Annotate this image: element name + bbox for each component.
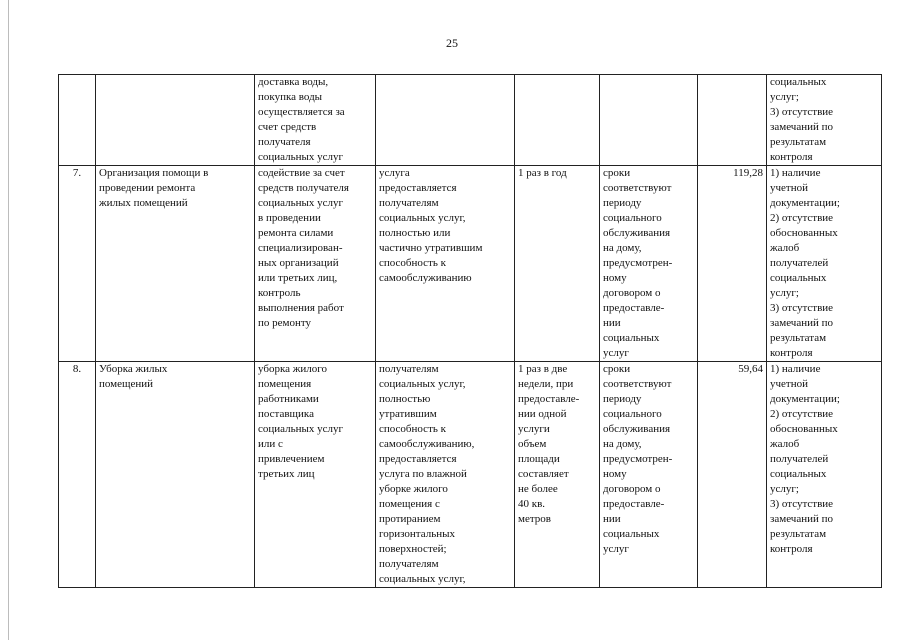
frequency-cell [515, 75, 600, 166]
table-row [59, 75, 882, 166]
frequency-cell: 1 раз в две недели, при предоставле- нии одной услуги объем площади составляет не более 40 кв. метров [515, 362, 600, 588]
quality-cell: социальных услуг; 3) отсутствие замечаний по результатам контроля [767, 75, 882, 166]
service-name-cell: Организация помощи в проведении ремонта жилых помещений [96, 166, 255, 362]
service-content-cell: доставка воды, покупка воды осуществляется за счет средств получателя социальных услуг [255, 75, 376, 166]
row-number-cell: 8. [59, 362, 96, 588]
price-cell: 119,28 [698, 166, 767, 362]
terms-cell: сроки соответствуют периоду социального обслуживания на дому, предусмотрен- ному договором о предоставле- нии социальных услуг [600, 362, 698, 588]
row-number-cell: 7. [59, 166, 96, 362]
service-name-cell: Уборка жилых помещений [96, 362, 255, 588]
frequency-cell: 1 раз в год [515, 166, 600, 362]
table-row [59, 362, 882, 588]
service-content-cell: содействие за счет средств получателя социальных услуг в проведении ремонта силами специализирован- ных организаций или третьих лиц, контроль выполнения работ по ремонту [255, 166, 376, 362]
row-number-cell [59, 75, 96, 166]
service-conditions-cell: получателям социальных услуг, полностью утратившим способность к самообслуживанию, предоставляется услуга по влажной уборке жилого помещения с протиранием горизонтальных поверхностей; получателям социальных услуг, [376, 362, 515, 588]
table-row [59, 166, 882, 362]
page-number: 25 [446, 36, 458, 50]
quality-cell: 1) наличие учетной документации; 2) отсутствие обоснованных жалоб получателей социальных услуг; 3) отсутствие замечаний по результатам контроля [767, 362, 882, 588]
page-edge-line [8, 0, 9, 640]
services-table [58, 74, 882, 588]
service-conditions-cell: услуга предоставляется получателям социальных услуг, полностью или частично утратившим способность к самообслуживанию [376, 166, 515, 362]
service-name-cell [96, 75, 255, 166]
terms-cell [600, 75, 698, 166]
price-cell: 59,64 [698, 362, 767, 588]
quality-cell: 1) наличие учетной документации; 2) отсутствие обоснованных жалоб получателей социальных услуг; 3) отсутствие замечаний по результатам контроля [767, 166, 882, 362]
terms-cell: сроки соответствуют периоду социального обслуживания на дому, предусмотрен- ному договором о предоставле- нии социальных услуг [600, 166, 698, 362]
service-conditions-cell [376, 75, 515, 166]
price-cell [698, 75, 767, 166]
service-content-cell: уборка жилого помещения работниками поставщика социальных услуг или с привлечением третьих лиц [255, 362, 376, 588]
